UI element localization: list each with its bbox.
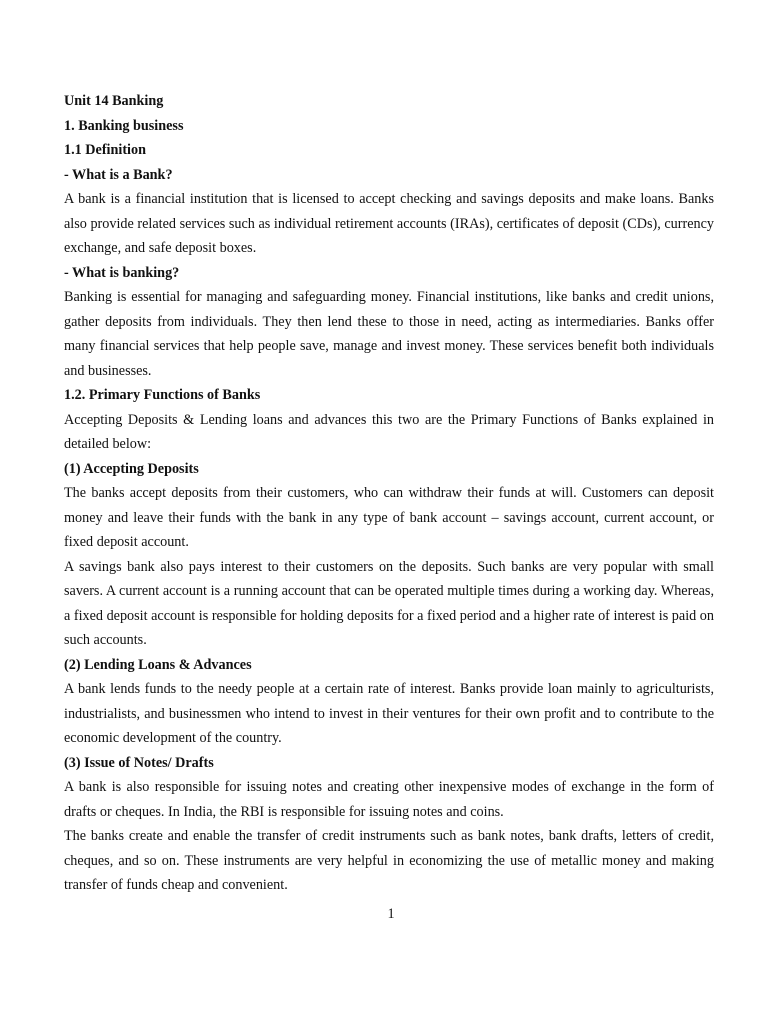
paragraph-deposits-1: The banks accept deposits from their customers, who can withdraw their funds at will. Customers can deposit money and leave their funds with the bank in any type of bank account – savings account, current account, or fixed deposit account.: [64, 485, 714, 550]
paragraph-banking-definition: Banking is essential for managing and safeguarding money. Financial institutions, like banks and credit unions, gather deposits from individuals. They then lend these to those in need, acting as intermediaries. Banks offer many financial services that help people save, manage and invest money. These services benefit both individuals and businesses.: [64, 289, 714, 379]
section-heading-banking-business: 1. Banking business: [64, 117, 184, 134]
question-what-is-a-bank: - What is a Bank?: [64, 166, 173, 183]
subheading-issue-of-notes: (3) Issue of Notes/ Drafts: [64, 754, 214, 771]
section-heading-definition: 1.1 Definition: [64, 142, 146, 158]
page-number: 1: [387, 906, 395, 922]
paragraph-primary-functions: Accepting Deposits & Lending loans and advances this two are the Primary Functions of Banks explained in detailed below:: [64, 411, 714, 452]
question-what-is-banking: - What is banking?: [64, 264, 180, 281]
page-content: [64, 89, 714, 898]
document-title: Unit 14 Banking: [64, 93, 164, 109]
paragraph-deposits-2: A savings bank also pays interest to their customers on the deposits. Such banks are very popular with small savers. A current account is a running account that can be operated multiple times during a working day. Whereas, a fixed deposit account is responsible for holding deposits for a fixed period and a higher rate of interest is paid on such accounts.: [64, 558, 714, 648]
paragraph-notes-1: A bank is also responsible for issuing notes and creating other inexpensive modes of exchange in the form of drafts or cheques. In India, the RBI is responsible for issuing notes and coins.: [64, 779, 714, 820]
paragraph-bank-definition: A bank is a financial institution that is licensed to accept checking and savings deposits and make loans. Banks also provide related services such as individual retirement accounts (IRAs), certificates of deposit (CDs), currency exchange, and safe deposit boxes.: [64, 191, 714, 256]
paragraph-lending: A bank lends funds to the needy people at a certain rate of interest. Banks provide loan mainly to agriculturists, industrialists, and businessmen who intend to invest in their ventures for their own profit and to contribute to the economic development of the country.: [64, 681, 714, 746]
subheading-accepting-deposits: (1) Accepting Deposits: [64, 460, 199, 477]
subheading-lending-loans: (2) Lending Loans & Advances: [64, 656, 252, 673]
paragraph-notes-2: The banks create and enable the transfer of credit instruments such as bank notes, bank drafts, letters of credit, cheques, and so on. These instruments are very helpful in economizing the use of metallic money and making transfer of funds cheap and convenient.: [64, 828, 714, 893]
section-heading-primary-functions: 1.2. Primary Functions of Banks: [64, 387, 261, 403]
